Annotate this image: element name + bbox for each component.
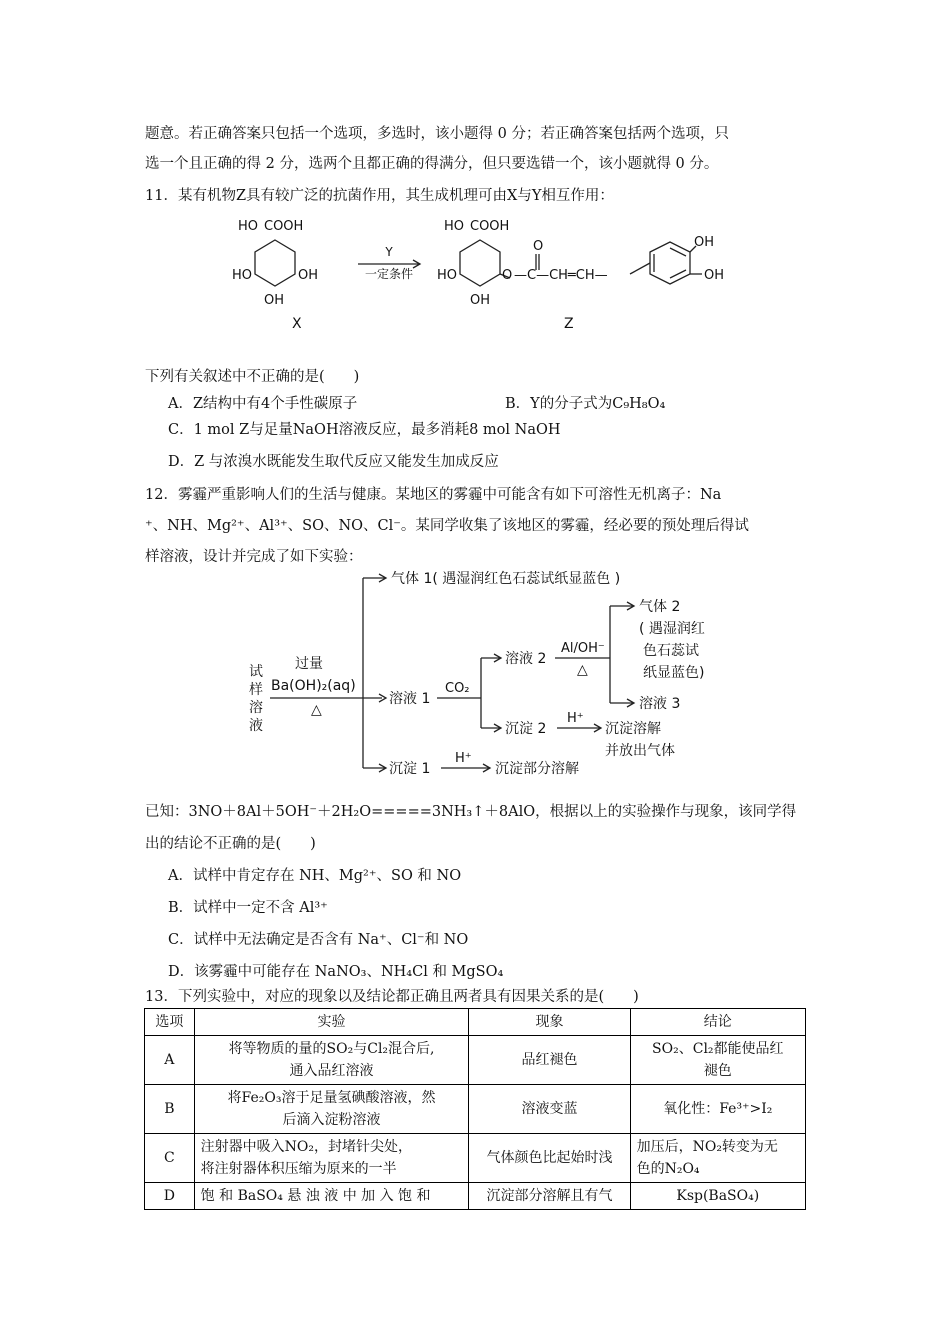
q12-flow-diagram — [245, 566, 715, 781]
solution-1: 溶液 1 — [389, 691, 431, 707]
q12-known-1: 已知：3NO＋8Al＋5OH⁻＋2H₂O=====3NH₃↑＋8AlO，根据以上的实验操作与现象，该同学得 — [145, 804, 797, 820]
row-experiment: 饱 和 BaSO₄ 悬 浊 液 中 加 入 饱 和 — [194, 1183, 469, 1210]
z-bottom-oh: OH — [470, 293, 491, 308]
row-phenomenon: 气体颜色比起始时浅 — [469, 1134, 630, 1183]
row-phenomenon: 沉淀部分溶解且有气 — [469, 1183, 630, 1210]
precip-1-result: 沉淀部分溶解 — [495, 761, 579, 777]
table-header-row — [145, 1009, 806, 1036]
z-label: Z — [564, 316, 574, 332]
intro-line-2: 选一个且正确的得 2 分，选两个且都正确的得满分，但只要选错一个，该小题就得 0 分。 — [145, 156, 719, 172]
z-ring-oh-2: OH — [704, 268, 725, 283]
q11-option-b: B．Y的分子式为C₉H₈O₄ — [505, 396, 666, 412]
conclusion-line: 褪色 — [703, 1063, 732, 1079]
precip-2-result-1: 沉淀溶解 — [605, 721, 661, 737]
solution-3: 溶液 3 — [639, 696, 681, 712]
header-experiment: 实验 — [194, 1009, 469, 1036]
row-option: D — [145, 1183, 195, 1210]
q13-stem: 13．下列实验中，对应的现象以及结论都正确且两者具有因果关系的是( ) — [145, 989, 639, 1005]
row-experiment — [194, 1134, 469, 1183]
gas-2-line-3: 色石蕊试 — [643, 643, 699, 659]
q11-stem: 11．某有机物Z具有较广泛的抗菌作用，其生成机理可由X与Y相互作用： — [145, 188, 614, 204]
x-top-ho: HO — [237, 219, 258, 234]
q12-option-b: B．试样中一定不含 Al³⁺ — [168, 900, 328, 916]
conclusion-line: SO₂、Cl₂都能使品红 — [652, 1041, 784, 1057]
precipitate-2: 沉淀 2 — [505, 721, 547, 737]
experiment-line: 将Fe₂O₃溶于足量氢碘酸溶液，然 — [227, 1090, 436, 1106]
gas-2-line-4: 纸显蓝色) — [643, 665, 705, 681]
sample-char-1: 试 — [249, 664, 263, 680]
q12-stem-2: ⁺、NH、Mg²⁺、Al³⁺、SO、NO、Cl⁻。某同学收集了该地区的雾霾，经必要的预处理后得试 — [145, 518, 749, 534]
x-left-ho: HO — [231, 268, 252, 283]
z-left-ho: HO — [436, 268, 457, 283]
q11-option-d: D．Z 与浓溴水既能发生取代反应又能发生加成反应 — [168, 454, 499, 470]
q12-stem-1: 12．雾霾严重影响人们的生活与健康。某地区的雾霾中可能含有如下可溶性无机离子：Na — [145, 487, 722, 503]
experiment-line: 将等物质的量的SO₂与Cl₂混合后, — [228, 1041, 435, 1057]
z-top-ho: HO — [443, 219, 464, 234]
h-plus-2: H⁺ — [455, 751, 472, 766]
row-phenomenon: 溶液变蓝 — [469, 1085, 630, 1134]
heat-symbol-2: △ — [577, 662, 588, 678]
x-bottom-oh: OH — [264, 293, 285, 308]
x-cooh-label: COOH — [264, 219, 304, 234]
header-conclusion: 结论 — [630, 1009, 805, 1036]
gas-1: 气体 1( 遇湿润红色石蕊试纸显蓝色 ) — [391, 571, 621, 587]
q11-option-a: A．Z结构中有4个手性碳原子 — [168, 396, 358, 412]
gas-2-line-2: ( 遇湿润红 — [639, 621, 705, 637]
header-phenomenon: 现象 — [469, 1009, 630, 1036]
z-cooh-label: COOH — [470, 219, 510, 234]
precipitate-1: 沉淀 1 — [389, 761, 431, 777]
reaction-condition: 一定条件 — [364, 267, 414, 281]
row-option: C — [145, 1134, 195, 1183]
x-label: X — [292, 316, 302, 332]
al-oh-reagent: Al/OH⁻ — [561, 641, 605, 656]
row-conclusion — [630, 1134, 805, 1183]
q12-option-d: D．该雾霾中可能存在 NaNO₃、NH₄Cl 和 MgSO₄ — [168, 964, 504, 980]
row-conclusion: Ksp(BaSO₄) — [630, 1183, 805, 1210]
row-experiment — [194, 1085, 469, 1134]
sample-char-2: 样 — [249, 682, 263, 698]
co2-reagent: CO₂ — [445, 681, 470, 696]
row-conclusion — [630, 1036, 805, 1085]
q13-table — [144, 1008, 806, 1210]
h-plus-1: H⁺ — [567, 711, 584, 726]
x-right-oh: OH — [298, 268, 319, 283]
experiment-line: 注射器中吸入NO₂，封堵针尖处， — [200, 1139, 413, 1155]
table-row — [145, 1036, 806, 1085]
reagent-excess: 过量 — [295, 656, 323, 672]
q12-known-2: 出的结论不正确的是( ) — [145, 836, 316, 852]
row-experiment — [194, 1036, 469, 1085]
precip-2-result-2: 并放出气体 — [605, 743, 675, 759]
row-option: A — [145, 1036, 195, 1085]
q12-option-a: A．试样中肯定存在 NH、Mg²⁺、SO 和 NO — [168, 868, 462, 884]
q12-option-c: C．试样中无法确定是否含有 Na⁺、Cl⁻和 NO — [168, 932, 469, 948]
table-row — [145, 1085, 806, 1134]
reagent-y: Y — [385, 245, 393, 259]
heat-symbol-1: △ — [311, 702, 322, 718]
row-conclusion: 氧化性：Fe³⁺>I₂ — [630, 1085, 805, 1134]
solution-2: 溶液 2 — [505, 651, 547, 667]
header-option: 选项 — [145, 1009, 195, 1036]
table-row — [145, 1134, 806, 1183]
q12-stem-3: 样溶液，设计并完成了如下实验： — [145, 549, 363, 565]
conclusion-line: 加压后，NO₂转变为无 — [636, 1139, 778, 1155]
row-phenomenon: 品红褪色 — [469, 1036, 630, 1085]
experiment-line: 将注射器体积压缩为原来的一半 — [200, 1161, 397, 1177]
q11-reaction-diagram — [230, 212, 725, 337]
q11-option-c: C．1 mol Z与足量NaOH溶液反应，最多消耗8 mol NaOH — [168, 422, 561, 438]
gas-2-line-1: 气体 2 — [639, 599, 681, 615]
sample-char-4: 液 — [249, 718, 263, 734]
q11-question: 下列有关叙述中不正确的是( ) — [145, 369, 360, 385]
intro-line-1: 题意。若正确答案只包括一个选项，多选时，该小题得 0 分；若正确答案包括两个选项，只 — [145, 126, 729, 142]
sample-char-3: 溶 — [249, 700, 263, 716]
z-ester-o: O — [502, 268, 513, 283]
table-row — [145, 1183, 806, 1210]
conclusion-line: 色的N₂O₄ — [636, 1161, 700, 1177]
reagent-baoh2: Ba(OH)₂(aq) — [271, 678, 356, 694]
experiment-line: 后滴入淀粉溶液 — [282, 1112, 381, 1128]
row-option: B — [145, 1085, 195, 1134]
z-carbonyl-o: O — [533, 239, 544, 254]
z-chain: —C—CH═CH— — [514, 268, 608, 283]
z-ring-oh-1: OH — [694, 235, 715, 250]
experiment-line: 通入品红溶液 — [289, 1063, 374, 1079]
